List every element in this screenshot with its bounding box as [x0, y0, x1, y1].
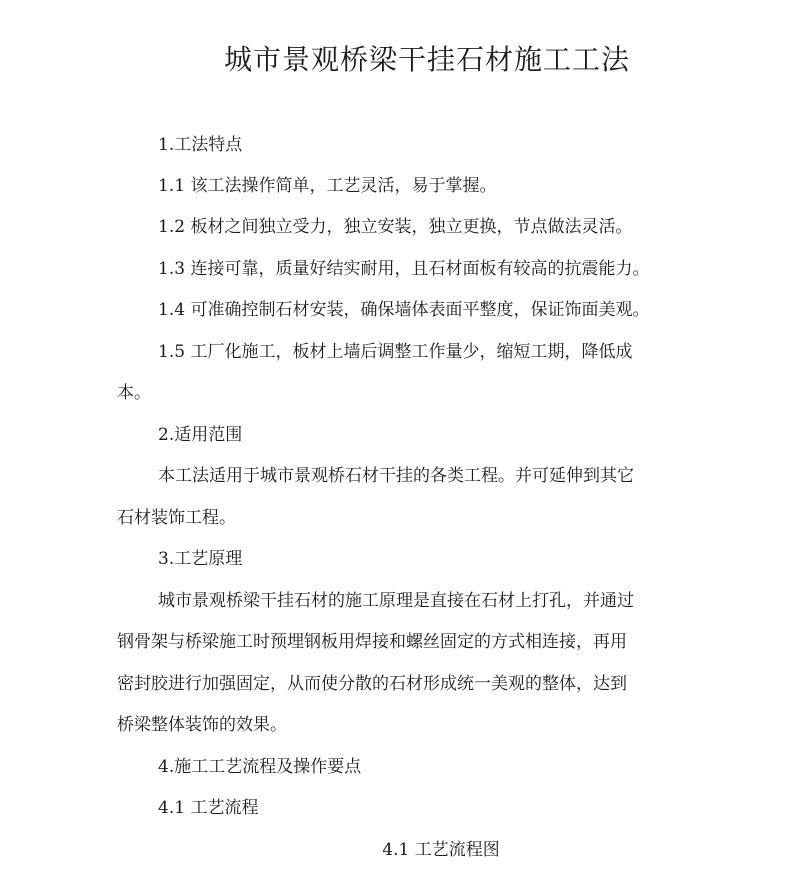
paragraph-line: 桥梁整体装饰的效果。	[117, 715, 287, 735]
paragraph-line: 钢骨架与桥梁施工时预埋钢板用焊接和螺丝固定的方式相连接，再用	[117, 632, 627, 652]
paragraph-line: 1.2 板材之间独立受力，独立安装，独立更换，节点做法灵活。	[158, 217, 633, 237]
paragraph-line: 1.1 该工法操作简单，工艺灵活，易于掌握。	[158, 176, 497, 196]
paragraph-line: 本工法适用于城市景观桥石材干挂的各类工程。并可延伸到其它	[158, 466, 634, 486]
section-heading-3: 3.工艺原理	[158, 549, 243, 569]
section-heading-4: 4.施工工艺流程及操作要点	[158, 757, 362, 777]
subsection-heading: 4.1 工艺流程	[158, 798, 259, 818]
document-title: 城市景观桥梁干挂石材施工工法	[223, 43, 630, 76]
paragraph-line: 1.5 工厂化施工，板材上墙后调整工作量少，缩短工期，降低成	[158, 342, 633, 362]
paragraph-line: 城市景观桥梁干挂石材的施工原理是直接在石材上打孔，并通过	[158, 591, 634, 611]
paragraph-line: 1.4 可准确控制石材安装，确保墙体表面平整度，保证饰面美观。	[158, 300, 650, 320]
figure-caption: 4.1 工艺流程图	[382, 840, 500, 860]
section-heading-2: 2.适用范围	[158, 425, 243, 445]
paragraph-line: 本。	[117, 383, 151, 403]
paragraph-line: 密封胶进行加强固定，从而使分散的石材形成统一美观的整体，达到	[117, 674, 627, 694]
paragraph-line: 1.3 连接可靠，质量好结实耐用，且石材面板有较高的抗震能力。	[158, 259, 650, 279]
paragraph-line: 石材装饰工程。	[117, 508, 236, 528]
section-heading-1: 1.工法特点	[158, 135, 243, 155]
